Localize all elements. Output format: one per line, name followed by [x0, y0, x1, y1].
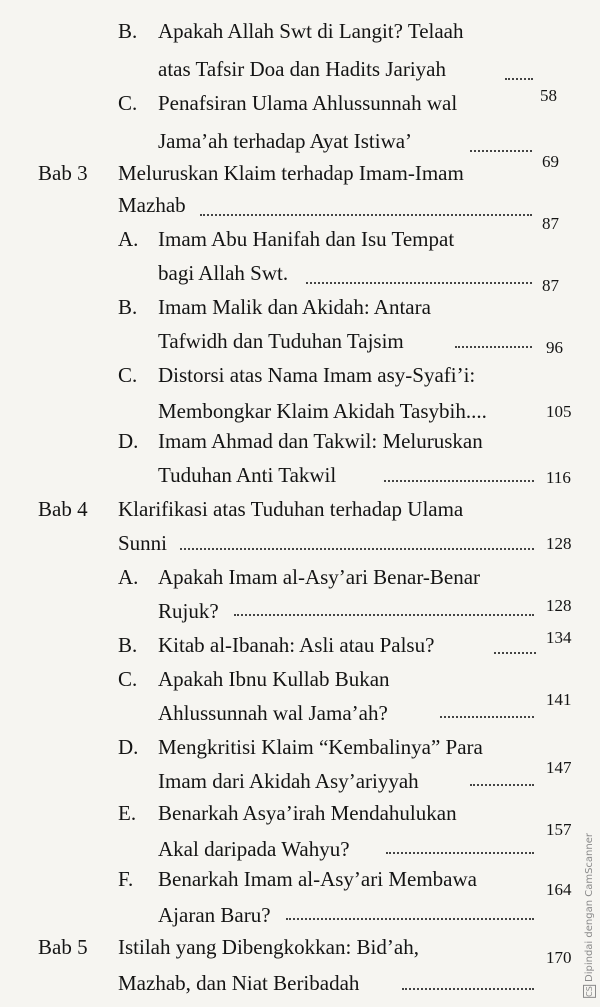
entry-title-line: Ajaran Baru?	[158, 903, 271, 927]
entry-label: E.	[118, 801, 137, 825]
entry-title-line: Penafsiran Ulama Ahlussunnah wal	[158, 91, 458, 115]
entry-title-line: Klarifikasi atas Tuduhan terhadap Ulama	[118, 497, 464, 521]
dot-leader	[384, 480, 534, 482]
page-number: 170	[546, 948, 572, 967]
entry-title-line: Distorsi atas Nama Imam asy-Syafi’i:	[158, 363, 476, 387]
camscanner-badge: CS	[585, 986, 594, 997]
page-number: 105	[546, 402, 572, 421]
toc-entry-d-ahmad[interactable]	[0, 428, 600, 498]
dot-leader	[440, 716, 534, 718]
entry-label: A.	[118, 227, 139, 251]
entry-label: D.	[118, 429, 139, 453]
dot-leader	[180, 548, 534, 550]
dot-leader	[200, 214, 532, 216]
toc-entry-bab3[interactable]	[0, 160, 600, 230]
dot-leader	[286, 918, 534, 920]
toc-entry-a-asyari[interactable]	[0, 564, 600, 634]
page-number: 58	[540, 86, 557, 105]
entry-title-line: Jama’ah terhadap Ayat Istiwa’	[158, 129, 413, 153]
dot-leader	[402, 988, 534, 990]
entry-title-line: Istilah yang Dibengkokkan: Bid’ah,	[118, 935, 419, 959]
toc-entry-bab4[interactable]	[0, 496, 600, 566]
page-number: 128	[546, 596, 572, 615]
page-number: 87	[542, 214, 559, 233]
chapter-label: Bab 4	[38, 497, 88, 521]
entry-title-line: Imam Ahmad dan Takwil: Meluruskan	[158, 429, 483, 453]
scanner-watermark	[583, 833, 596, 1001]
entry-title-line: Membongkar Klaim Akidah Tasybih....	[158, 399, 487, 423]
entry-label: A.	[118, 565, 139, 589]
entry-title-line: Mengkritisi Klaim “Kembalinya” Para	[158, 735, 483, 759]
dot-leader	[386, 852, 534, 854]
toc-entry-bab5[interactable]	[0, 934, 600, 1004]
entry-title-line: Benarkah Asya’irah Mendahulukan	[158, 801, 457, 825]
entry-title-line: Mazhab	[118, 193, 186, 217]
entry-title-line: Imam Abu Hanifah dan Isu Tempat	[158, 227, 455, 251]
scanner-watermark-text: Dipindai dengan CamScanner	[584, 833, 595, 983]
entry-title-line: Sunni	[118, 531, 168, 555]
toc-entry-c-syafii[interactable]	[0, 362, 600, 432]
dot-leader	[234, 614, 534, 616]
dot-leader	[306, 282, 532, 284]
entry-label: B.	[118, 295, 138, 319]
entry-label: C.	[118, 363, 138, 387]
page-number: 157	[546, 820, 572, 839]
entry-title-line: Apakah Allah Swt di Langit? Telaah	[158, 19, 464, 43]
entry-title-line: Kitab al-Ibanah: Asli atau Palsu?	[158, 633, 435, 657]
entry-title-line: Benarkah Imam al-Asy’ari Membawa	[158, 867, 477, 891]
entry-label: C.	[118, 91, 138, 115]
dot-leader	[470, 784, 534, 786]
page-number: 141	[546, 690, 572, 709]
toc-entry-a-hanifah[interactable]	[0, 226, 600, 296]
entry-title-line: Meluruskan Klaim terhadap Imam-Imam	[118, 161, 464, 185]
chapter-label: Bab 3	[38, 161, 88, 185]
toc-entry-b-ibanah[interactable]	[0, 632, 600, 666]
entry-title-line: Tuduhan Anti Takwil	[158, 463, 337, 487]
entry-title-line: atas Tafsir Doa dan Hadits Jariyah	[158, 57, 446, 81]
entry-label: B.	[118, 19, 138, 43]
toc-entry-e-akal[interactable]	[0, 800, 600, 870]
page-number: 87	[542, 276, 559, 295]
page-number: 96	[546, 338, 563, 357]
entry-title-line: Ahlussunnah wal Jama’ah?	[158, 701, 388, 725]
chapter-label: Bab 5	[38, 935, 88, 959]
page-number: 69	[542, 152, 559, 171]
page-number: 128	[546, 534, 572, 553]
dot-leader	[470, 150, 532, 152]
page-number: 134	[546, 628, 572, 647]
toc-entry-d-kembali[interactable]	[0, 734, 600, 804]
entry-title-line: Imam Malik dan Akidah: Antara	[158, 295, 431, 319]
toc-entry-b-malik[interactable]	[0, 294, 600, 364]
entry-title-line: Tafwidh dan Tuduhan Tajsim	[158, 329, 404, 353]
entry-label: D.	[118, 735, 139, 759]
dot-leader	[455, 346, 532, 348]
entry-title-line: Rujuk?	[158, 599, 219, 623]
dot-leader	[494, 652, 536, 654]
entry-label: F.	[118, 867, 134, 891]
entry-label: C.	[118, 667, 138, 691]
toc-entry-c-kullab[interactable]	[0, 666, 600, 736]
entry-title-line: Mazhab, dan Niat Beribadah	[118, 971, 360, 995]
toc-entry-f-ajaran[interactable]	[0, 866, 600, 936]
entry-title-line: bagi Allah Swt.	[158, 261, 289, 285]
entry-title-line: Apakah Imam al-Asy’ari Benar-Benar	[158, 565, 481, 589]
entry-title-line: Apakah Ibnu Kullab Bukan	[158, 667, 390, 691]
page-number: 164	[546, 880, 572, 899]
entry-label: B.	[118, 633, 138, 657]
page-number: 116	[546, 468, 571, 487]
dot-leader	[505, 78, 533, 80]
entry-title-line: Imam dari Akidah Asy’ariyyah	[158, 769, 419, 793]
entry-title-line: Akal daripada Wahyu?	[158, 837, 350, 861]
page-number: 147	[546, 758, 572, 777]
